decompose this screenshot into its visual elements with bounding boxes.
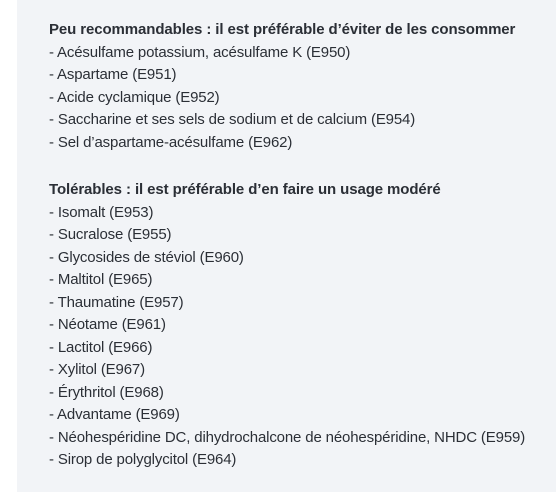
- list-item: - Thaumatine (E957): [49, 293, 184, 311]
- list-item: - Sel d’aspartame-acésulfame (E962): [49, 133, 293, 151]
- list-item: - Glycosides de stéviol (E960): [49, 248, 244, 266]
- list-item: - Acésulfame potassium, acésulfame K (E950): [49, 43, 351, 61]
- list-item: - Lactitol (E966): [49, 338, 153, 356]
- section-title-not-recommended: Peu recommandables : il est préférable d’éviter de les consommer: [49, 21, 516, 38]
- section-title-tolerable: Tolérables : il est préférable d’en faire un usage modéré: [49, 181, 441, 198]
- section-spacer: [49, 154, 556, 179]
- list-item: - Néohespéridine DC, dihydrochalcone de néohespéridine, NHDC (E959): [49, 428, 526, 446]
- section-not-recommended: [49, 19, 556, 154]
- list-item: - Isomalt (E953): [49, 203, 154, 221]
- list-item: - Érythritol (E968): [49, 383, 164, 401]
- list-item: - Sucralose (E955): [49, 226, 172, 243]
- list-item: - Acide cyclamique (E952): [49, 88, 220, 106]
- list-item: - Néotame (E961): [49, 316, 166, 333]
- list-item: - Aspartame (E951): [49, 66, 177, 83]
- list-not-recommended: [49, 42, 556, 155]
- sweeteners-info-panel: [17, 0, 556, 492]
- list-item: - Maltitol (E965): [49, 271, 153, 288]
- list-item: - Saccharine et ses sels de sodium et de calcium (E954): [49, 111, 416, 128]
- list-tolerable: [49, 202, 556, 472]
- list-item: - Xylitol (E967): [49, 361, 145, 378]
- list-item: - Advantame (E969): [49, 406, 180, 423]
- list-item: - Sirop de polyglycitol (E964): [49, 451, 237, 468]
- section-tolerable: [49, 179, 556, 472]
